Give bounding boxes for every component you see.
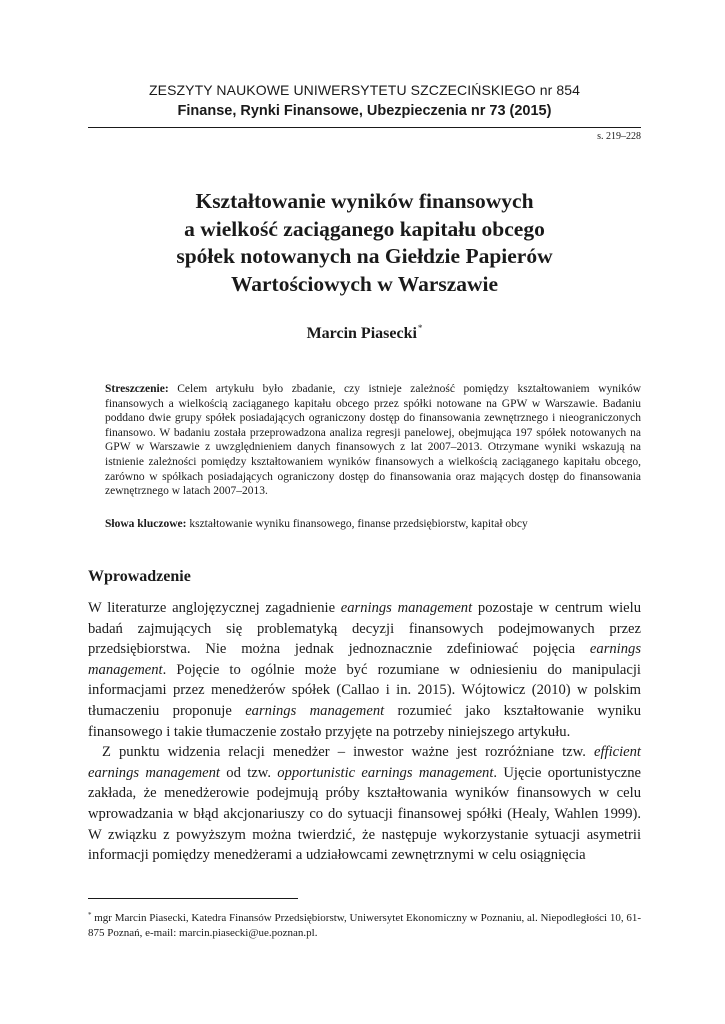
footnote bbox=[88, 908, 641, 940]
emphasis: earnings management bbox=[245, 702, 385, 719]
text-run: W literaturze anglojęzycznej zagadnienie bbox=[88, 600, 341, 616]
abstract-text: Celem artykułu było zbadanie, czy istnieje zależność pomiędzy kształtowaniem wyników finansowych a wielkością zaciąganego kapitału obcego przez spółki notowane na GPW w Warszawie. Badaniu poddano dwie grupy spółek posiadających ograniczony dostęp do finansowania zewnętrznego i nieograniczonych finansowo. W badaniu została przeprowadzona analiza regresji panelowej, obejmująca 197 spółek notowanych na GPW w Warszawie z uwzględnieniem danych finansowych z lat 2007–2013. Otrzymane wyniki wskazują na istnienie zależności pomiędzy kształtowaniem wyników finansowych a wielkością zaciąganego kapitału obcego, zarówno w spółkach posiadających ograniczony dostęp do finansowania oraz mających dostęp do finansowania zewnętrznego w latach 2007–2013. bbox=[105, 383, 641, 498]
paper-page bbox=[88, 0, 641, 1024]
paragraph-2 bbox=[88, 742, 641, 866]
emphasis: efficient earnings management bbox=[88, 744, 641, 781]
header-divider bbox=[88, 127, 641, 128]
footnote-divider bbox=[88, 898, 298, 899]
title-line-4: Wartościowych w Warszawie bbox=[230, 271, 499, 296]
author-name: Marcin Piasecki bbox=[306, 325, 417, 342]
footnote-text: mgr Marcin Piasecki, Katedra Finansów Przedsiębiorstw, Uniwersytet Ekonomiczny w Poznaniu, al. Niepodległości 10, 61-875 Poznań, e-mail: marcin.piasecki@ue.poznan.pl. bbox=[88, 912, 641, 939]
text-run: . Pojęcie to ogólnie może być rozumiane w odniesieniu do manipulacji informacjami przez menedżerów spółek (Callao i in. 2015). Wójtowicz (2010) w polskim tłumaczeniu proponuje bbox=[88, 661, 641, 719]
text-run: Z punktu widzenia relacji menedżer – inwestor ważne jest rozróżniane tzw. bbox=[102, 744, 594, 761]
text-run: od tzw. bbox=[219, 764, 278, 781]
emphasis: opportunistic earnings management bbox=[277, 764, 494, 781]
text-run: rozumieć jako kształtowanie wyniku finansowego i takie tłumaczenie zostało przyjęte na potrzeby niniejszego artykułu. bbox=[88, 702, 641, 740]
title-line-1: Kształtowanie wyników finansowych bbox=[195, 189, 534, 213]
emphasis: earnings management bbox=[340, 600, 473, 616]
text-run: pozostaje w centrum wielu badań zajmujących się problematyką decyzji finansowych podejmowanych przez przedsiębiorstwa. Nie można jednak jednoznacznie zdefiniować pojęcia bbox=[88, 600, 641, 658]
section-heading: Wprowadzenie bbox=[88, 568, 191, 585]
journal-series: Finanse, Rynki Finansowe, Ubezpieczenia nr 73 (2015) bbox=[177, 103, 552, 119]
emphasis: earnings management bbox=[88, 641, 641, 678]
author bbox=[88, 323, 641, 343]
author-footnote-marker: * bbox=[417, 323, 423, 333]
journal-name: ZESZYTY NAUKOWE UNIWERSYTETU SZCZECIŃSKIEGO nr 854 bbox=[148, 82, 581, 98]
body-text bbox=[88, 598, 641, 866]
paragraph-1 bbox=[88, 598, 641, 742]
keywords-label: Słowa kluczowe: bbox=[105, 518, 187, 530]
title-line-3: spółek notowanych na Giełdzie Papierów bbox=[176, 244, 553, 268]
article-title bbox=[88, 188, 641, 298]
keywords-text: kształtowanie wyniku finansowego, finanse przedsiębiorstw, kapitał obcy bbox=[186, 518, 528, 530]
abstract bbox=[105, 382, 641, 499]
footnote-marker: * bbox=[88, 911, 92, 919]
text-run: . Ujęcie oportunistyczne zakłada, że menedżerowie podejmują próby kształtowania wyników finansowych w celu wprowadzania w błąd akcjonariuszy co do sytuacji finansowej spółki (Healy, Wahlen 1999). W związku z powyższym można twierdzić, że następuje wykorzystanie sytuacji asymetrii informacji pomiędzy menedżerami a udziałowcami zewnętrznymi w celu osiągnięcia bbox=[88, 764, 641, 864]
abstract-label: Streszczenie: bbox=[105, 383, 169, 395]
keywords bbox=[105, 517, 641, 532]
title-line-2: a wielkość zaciąganego kapitału obcego bbox=[184, 216, 545, 241]
page-range: s. 219–228 bbox=[597, 131, 641, 142]
